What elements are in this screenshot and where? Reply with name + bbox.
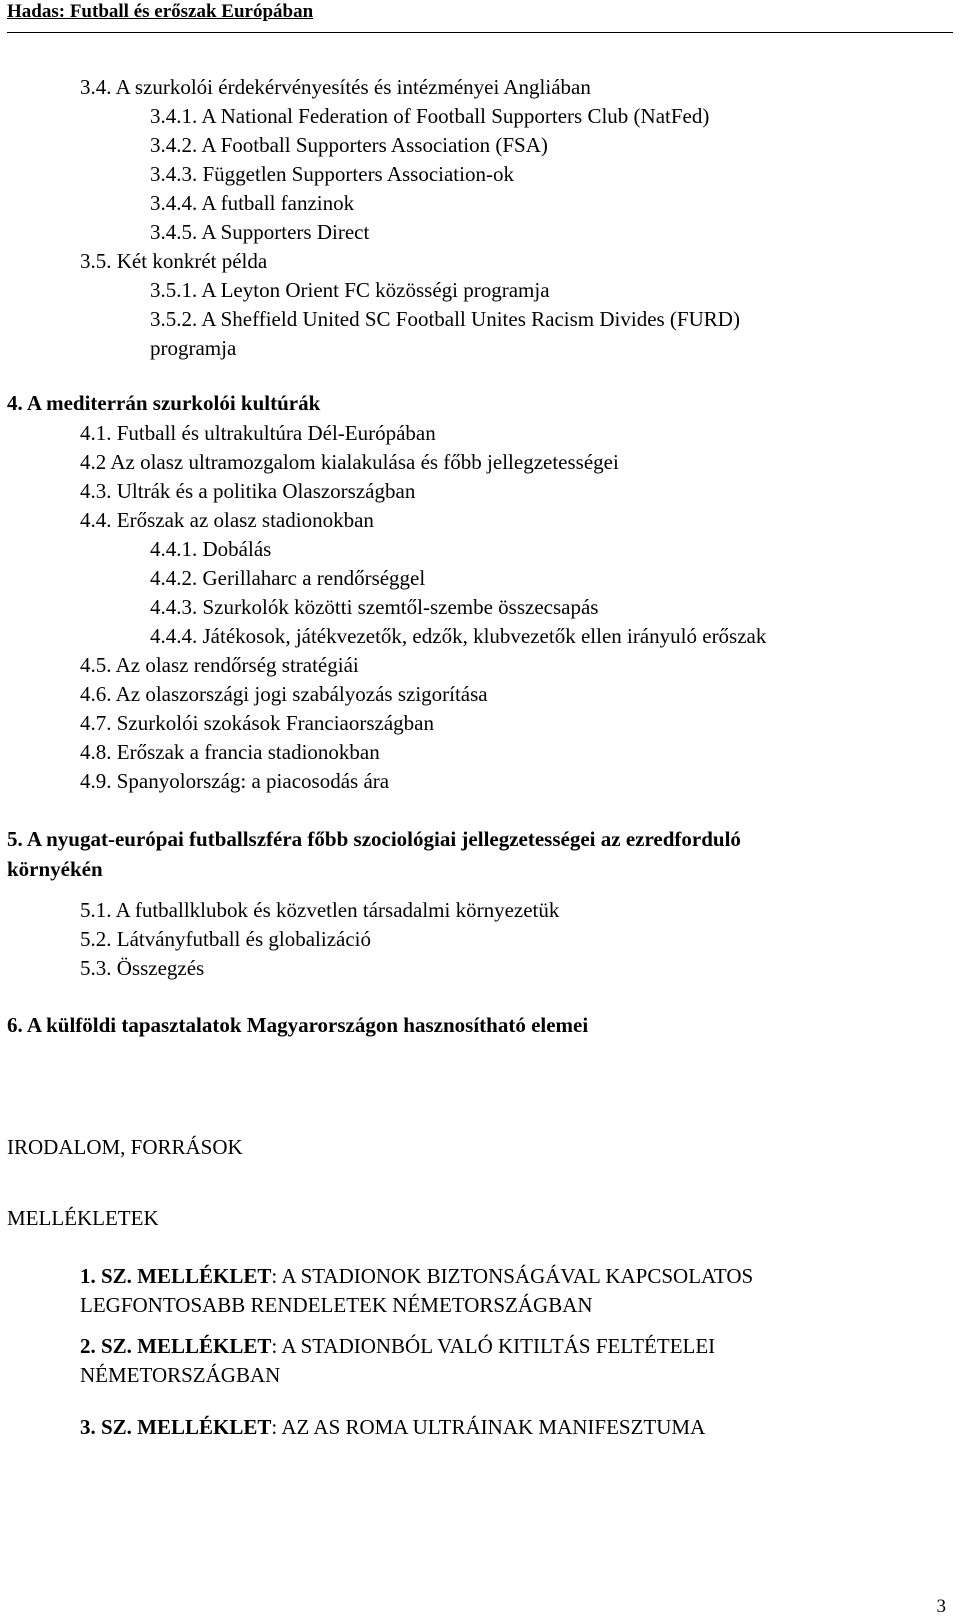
toc-entry-3-4-4[interactable]: 3.4.4. A futball fanzinok	[150, 191, 355, 215]
toc-chapter-5-cont[interactable]: környékén	[7, 857, 103, 881]
toc-irodalom[interactable]: IRODALOM, FORRÁSOK	[7, 1135, 243, 1159]
toc-appendix-2-cont[interactable]: NÉMETORSZÁGBAN	[80, 1363, 281, 1387]
toc-entry-4-7[interactable]: 4.7. Szurkolói szokások Franciaországban	[80, 711, 434, 735]
appendix-1-number: 1. SZ. MELLÉKLET	[80, 1264, 272, 1288]
toc-entry-3-5-2-cont[interactable]: programja	[150, 336, 237, 360]
toc-appendix-3[interactable]	[80, 1415, 705, 1439]
toc-entry-4-6[interactable]: 4.6. Az olaszországi jogi szabályozás szigorítása	[80, 682, 488, 706]
toc-entry-5-2[interactable]: 5.2. Látványfutball és globalizáció	[80, 927, 371, 951]
appendix-3-number: 3. SZ. MELLÉKLET	[80, 1415, 272, 1439]
toc-entry-4-4-2[interactable]: 4.4.2. Gerillaharc a rendőrséggel	[150, 566, 426, 590]
toc-entry-3-5-1[interactable]: 3.5.1. A Leyton Orient FC közösségi programja	[150, 278, 550, 302]
toc-entry-4-4[interactable]: 4.4. Erőszak az olasz stadionokban	[80, 508, 374, 532]
toc-entry-3-4-2[interactable]: 3.4.2. A Football Supporters Association (FSA)	[150, 133, 548, 157]
toc-entry-4-1[interactable]: 4.1. Futball és ultrakultúra Dél-Európában	[80, 421, 436, 445]
toc-entry-3-5-2[interactable]: 3.5.2. A Sheffield United SC Football Unites Racism Divides (FURD)	[150, 307, 740, 331]
appendix-2-number: 2. SZ. MELLÉKLET	[80, 1334, 272, 1358]
toc-entry-3-5[interactable]: 3.5. Két konkrét példa	[80, 249, 268, 273]
toc-entry-4-4-1[interactable]: 4.4.1. Dobálás	[150, 537, 272, 561]
toc-entry-3-4-5[interactable]: 3.4.5. A Supporters Direct	[150, 220, 370, 244]
toc-appendix-2[interactable]	[80, 1334, 715, 1358]
toc-mellekletek[interactable]: MELLÉKLETEK	[7, 1206, 159, 1230]
appendix-3-title: : AZ AS ROMA ULTRÁINAK MANIFESZTUMA	[271, 1415, 706, 1439]
toc-entry-4-9[interactable]: 4.9. Spanyolország: a piacosodás ára	[80, 769, 390, 793]
toc-entry-4-5[interactable]: 4.5. Az olasz rendőrség stratégiái	[80, 653, 359, 677]
toc-entry-4-8[interactable]: 4.8. Erőszak a francia stadionokban	[80, 740, 380, 764]
toc-entry-4-3[interactable]: 4.3. Ultrák és a politika Olaszországban	[80, 479, 416, 503]
page-number: 3	[936, 1596, 946, 1617]
toc-appendix-1[interactable]	[80, 1264, 753, 1288]
appendix-2-title: : A STADIONBÓL VALÓ KITILTÁS FELTÉTELEI	[271, 1334, 716, 1358]
toc-entry-5-1[interactable]: 5.1. A futballklubok és közvetlen társadalmi környezetük	[80, 898, 560, 922]
toc-chapter-6[interactable]: 6. A külföldi tapasztalatok Magyarországon hasznosítható elemei	[7, 1013, 589, 1037]
toc-entry-3-4[interactable]: 3.4. A szurkolói érdekérvényesítés és intézményei Angliában	[80, 75, 591, 99]
toc-entry-5-3[interactable]: 5.3. Összegzés	[80, 956, 205, 980]
running-header: Hadas: Futball és erőszak Európában	[7, 1, 314, 22]
toc-entry-4-2[interactable]: 4.2 Az olasz ultramozgalom kialakulása és főbb jellegzetességei	[80, 450, 619, 474]
toc-appendix-1-cont[interactable]: LEGFONTOSABB RENDELETEK NÉMETORSZÁGBAN	[80, 1293, 593, 1317]
toc-entry-3-4-3[interactable]: 3.4.3. Független Supporters Association-ok	[150, 162, 514, 186]
toc-entry-4-4-4[interactable]: 4.4.4. Játékosok, játékvezetők, edzők, klubvezetők ellen irányuló erőszak	[150, 624, 767, 648]
toc-entry-4-4-3[interactable]: 4.4.3. Szurkolók közötti szemtől-szembe összecsapás	[150, 595, 599, 619]
toc-entry-3-4-1[interactable]: 3.4.1. A National Federation of Football Supporters Club (NatFed)	[150, 104, 710, 128]
appendix-1-title: : A STADIONOK BIZTONSÁGÁVAL KAPCSOLATOS	[271, 1264, 754, 1288]
header-rule	[7, 32, 953, 33]
toc-chapter-5[interactable]: 5. A nyugat-európai futballszféra főbb szociológiai jellegzetességei az ezredforduló	[7, 827, 741, 851]
toc-chapter-4[interactable]: 4. A mediterrán szurkolói kultúrák	[7, 391, 321, 415]
